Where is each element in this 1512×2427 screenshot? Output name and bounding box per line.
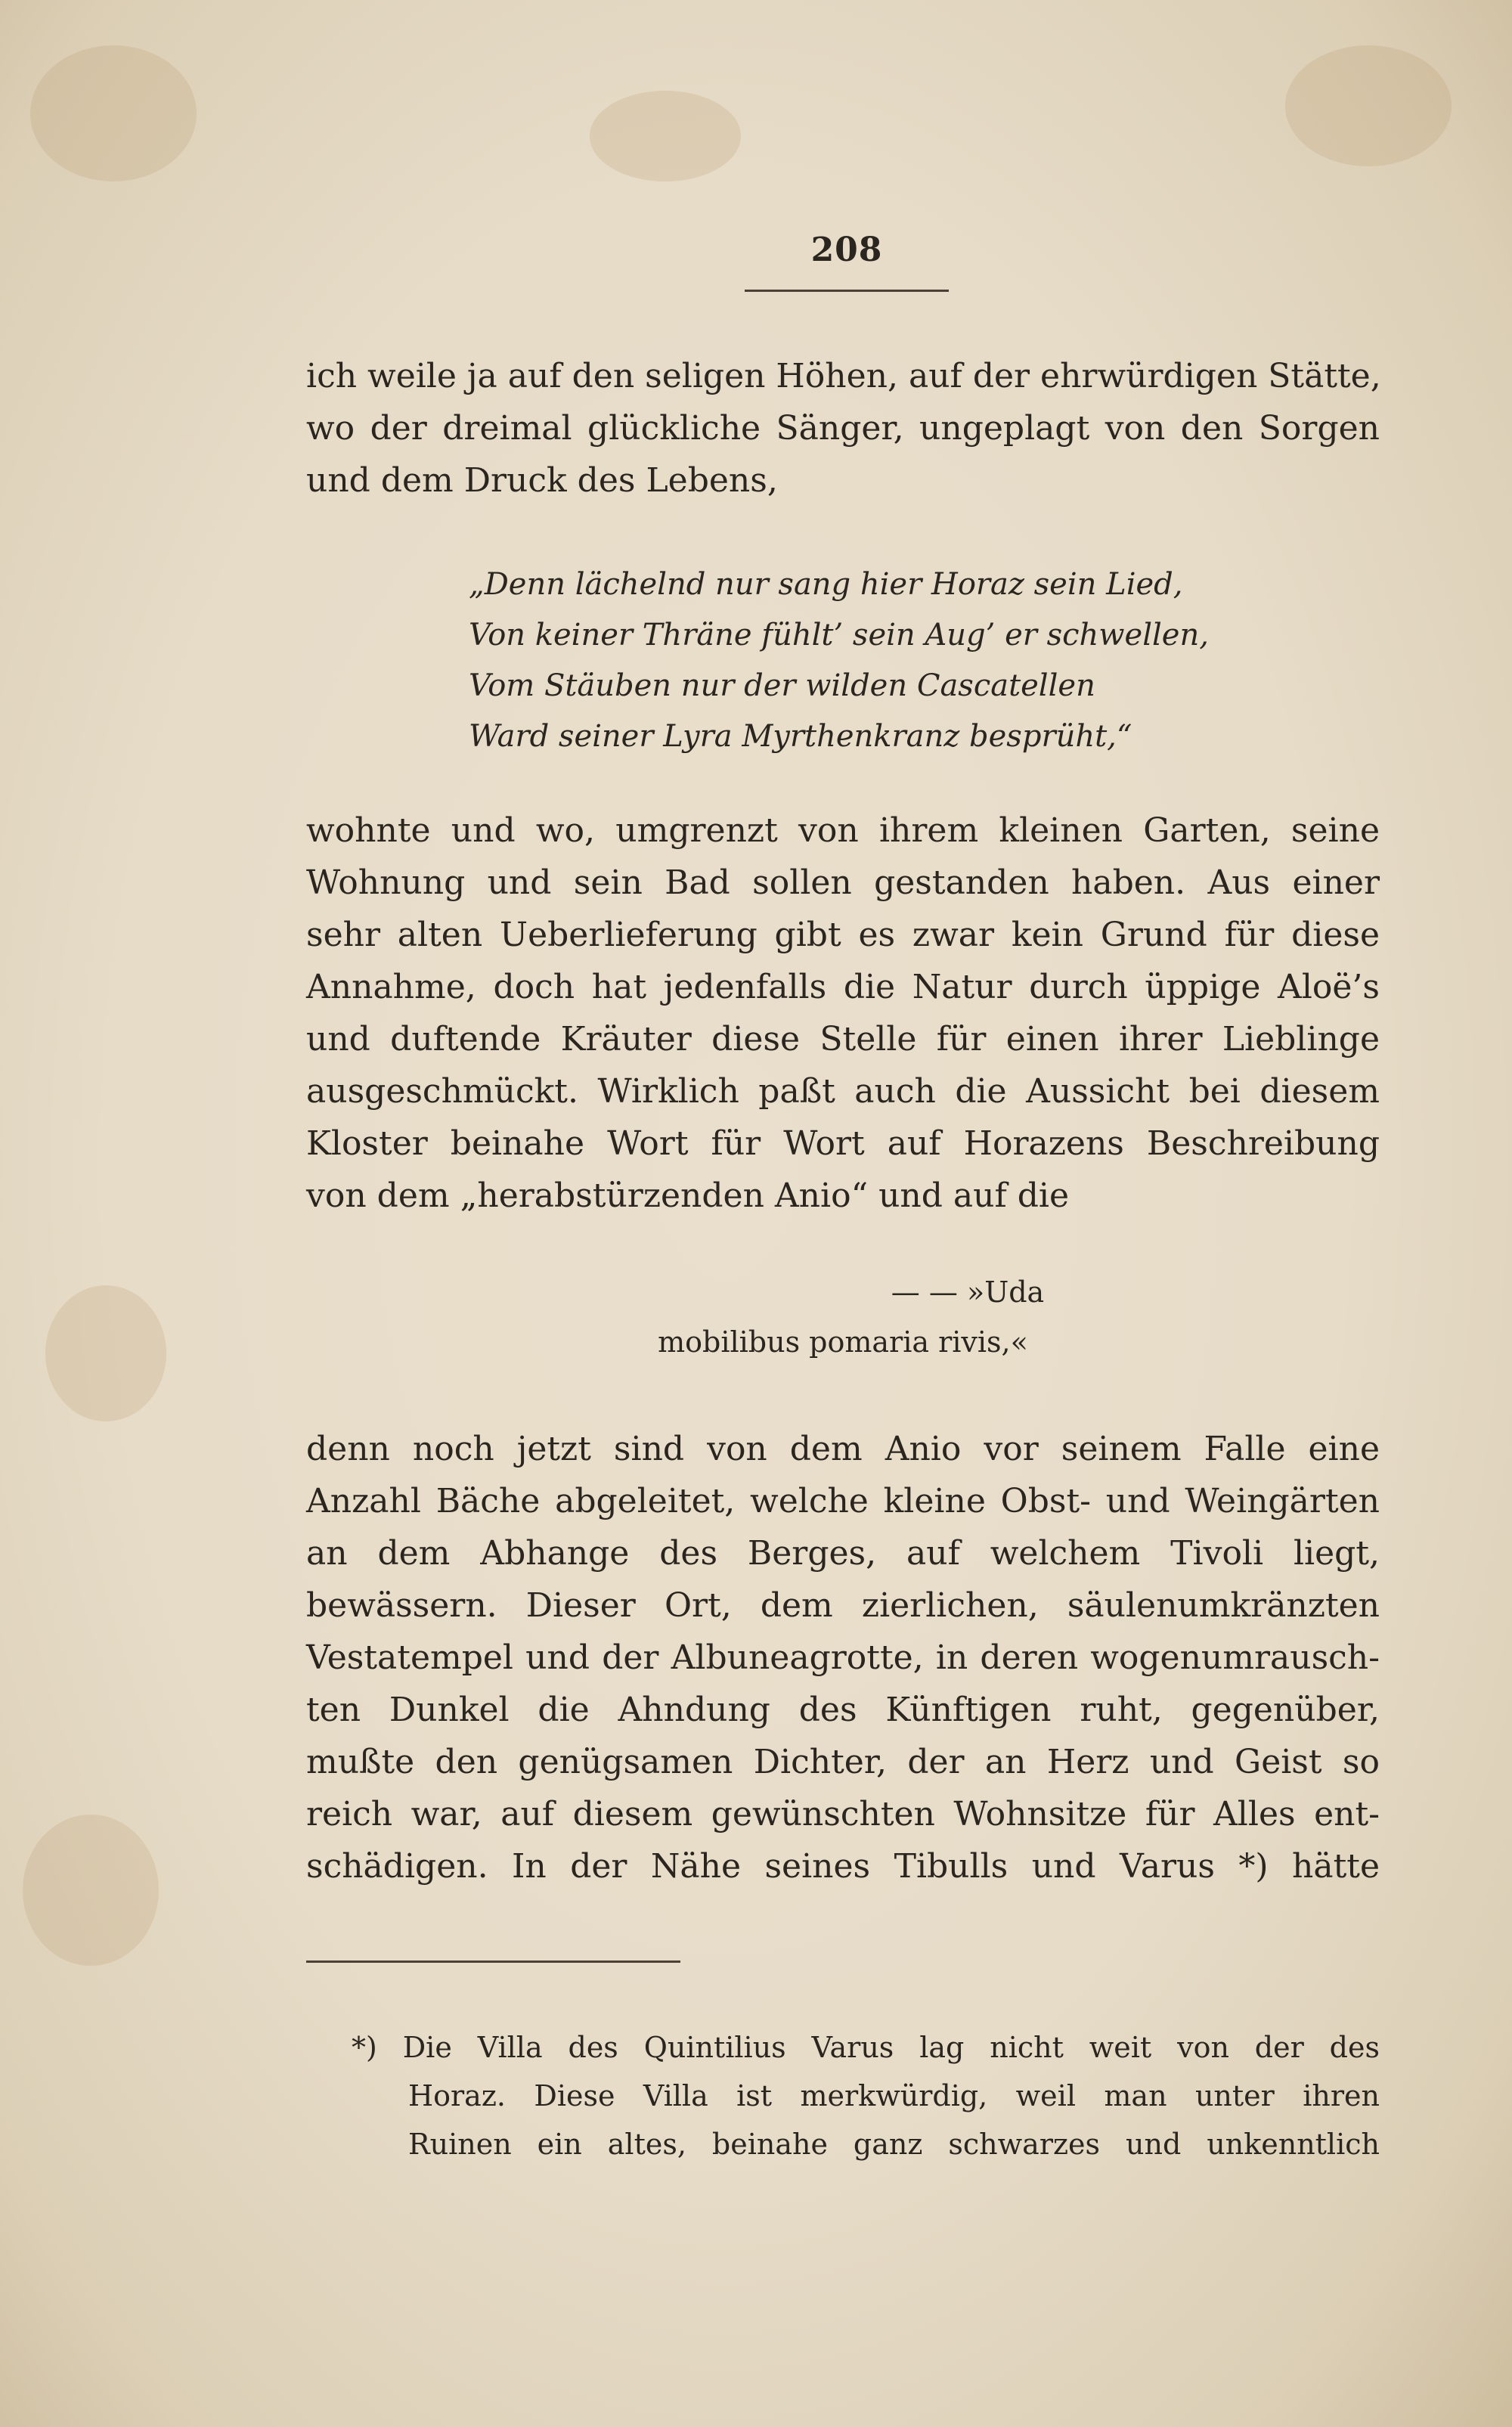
text-line: an dem Abhange des Berges, auf welchem Tivoli liegt, xyxy=(306,1534,1380,1573)
footnote-line: Horaz. Diese Villa ist merkwürdig, weil man unter ihren xyxy=(408,2079,1380,2112)
text-line: Annahme, doch hat jedenfalls die Natur durch üppige Aloë’s xyxy=(306,968,1380,1006)
page-number: 208 xyxy=(810,231,883,269)
verse-line: Ward seiner Lyra Myrthenkranz besprüht,“ xyxy=(469,719,1132,754)
text-line: Anzahl Bäche abgeleitet, welche kleine Obst- und Weingärten xyxy=(306,1482,1380,1520)
text-line: Kloster beinahe Wort für Wort auf Horazens Beschreibung xyxy=(306,1124,1380,1163)
paragraph-3 xyxy=(306,1423,1380,1892)
text-line: ten Dunkel die Ahndung des Künftigen ruht, gegenüber, xyxy=(306,1691,1380,1729)
text-line: Vestatempel und der Albuneagrotte, in deren wogenumrausch- xyxy=(306,1638,1380,1677)
text-line: schädigen. In der Nähe seines Tibulls und Varus *) hätte xyxy=(306,1847,1380,1886)
header-rule xyxy=(745,290,949,292)
paragraph-2 xyxy=(306,804,1380,1222)
text-line: reich war, auf diesem gewünschten Wohnsitze für Alles ent- xyxy=(306,1795,1380,1833)
text-line: wo der dreimal glückliche Sänger, ungeplagt von den Sorgen xyxy=(306,409,1380,448)
text-line: ausgeschmückt. Wirklich paßt auch die Aussicht bei diesem xyxy=(306,1072,1380,1111)
latin-line: mobilibus pomaria rivis,« xyxy=(658,1325,1028,1359)
verse-line: „Denn lächelnd nur sang hier Horaz sein Lied, xyxy=(469,567,1183,602)
footnote-line: Ruinen ein altes, beinahe ganz schwarzes und unkenntlich xyxy=(408,2128,1380,2161)
text-line: von dem „herabstürzenden Anio“ und auf die xyxy=(306,1176,1070,1215)
footnote-rule xyxy=(306,1961,680,1963)
text-line: denn noch jetzt sind von dem Anio vor seinem Falle eine xyxy=(306,1430,1380,1468)
text-line: und dem Druck des Lebens, xyxy=(306,461,778,500)
verse-line: Vom Stäuben nur der wilden Cascatellen xyxy=(469,668,1095,703)
verse-line: Von keiner Thräne fühlt’ sein Aug’ er schwellen, xyxy=(469,618,1209,652)
text-line: Wohnung und sein Bad sollen gestanden haben. Aus einer xyxy=(306,863,1380,902)
verse-quote xyxy=(469,559,1300,762)
text-line: ich weile ja auf den seligen Höhen, auf der ehrwürdigen Stätte, xyxy=(306,357,1381,395)
text-line: mußte den genügsamen Dichter, der an Herz und Geist so xyxy=(306,1743,1380,1781)
text-line: sehr alten Ueberlieferung gibt es zwar kein Grund für diese xyxy=(306,916,1380,954)
paragraph-1 xyxy=(306,350,1380,507)
text-line: bewässern. Dieser Ort, dem zierlichen, säulenumkränzten xyxy=(306,1586,1380,1625)
latin-quote xyxy=(306,1267,1380,1367)
latin-line: — — »Uda xyxy=(891,1275,1045,1309)
text-line: wohnte und wo, umgrenzt von ihrem kleinen Garten, seine xyxy=(306,811,1380,850)
text-line: und duftende Kräuter diese Stelle für einen ihrer Lieblinge xyxy=(306,1020,1380,1059)
footnote-line: *) Die Villa des Quintilius Varus lag nicht weit von der des xyxy=(352,2031,1380,2064)
footnote xyxy=(306,2023,1380,2168)
